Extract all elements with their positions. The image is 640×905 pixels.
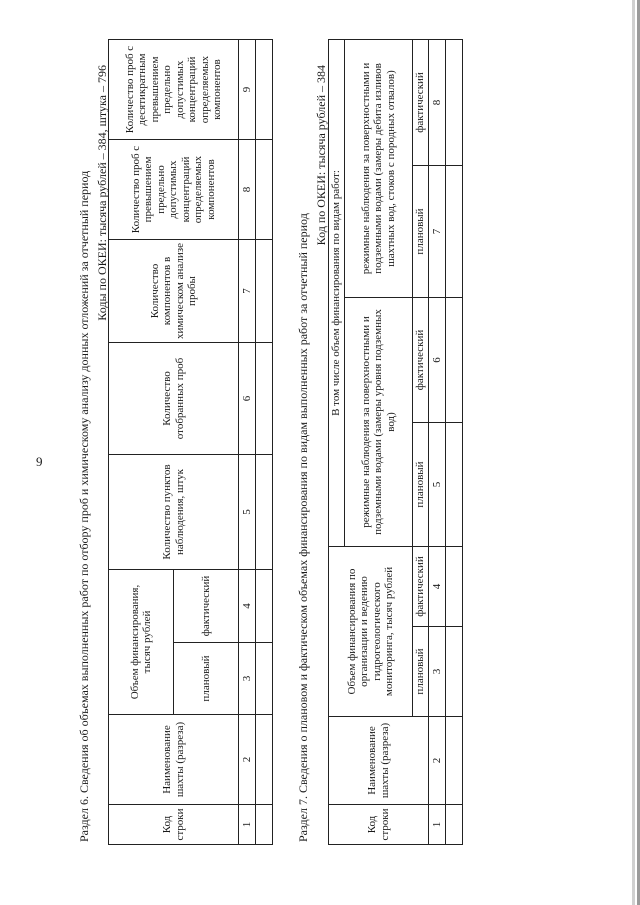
s7-col-number: 2	[429, 717, 446, 805]
s6-header-excess: Количество проб с превышением предельно допустимых концентраций определяемых компонентов	[109, 140, 239, 240]
s6-header-code: Код строки	[109, 805, 239, 845]
section6-title: Раздел 6. Сведения об объемах выполненных работ по отбору проб и химическому анализу донных отложений за отчетный период	[77, 170, 91, 842]
s6-header-planned: плановый	[174, 643, 239, 715]
s6-col-number: 3	[239, 643, 256, 715]
s6-col-number: 1	[239, 805, 256, 845]
s7-col-number: 6	[429, 298, 446, 423]
page-number: 9	[36, 454, 43, 469]
s6-header-excess10: Количество проб с десятикратным превышением предельно допустимых концентраций определяемых компонентов	[109, 40, 239, 140]
s6-header-actual: фактический	[174, 570, 239, 643]
s7-header-planned: плановый	[413, 166, 429, 298]
s6-col-number: 6	[239, 343, 256, 455]
s7-header-regime-flow: режимные наблюдения за поверхностными и подземными водами (замеры дебита изливов шахтных вод, стоков с породных отвалов)	[345, 39, 413, 297]
s7-header-regime-levels: режимные наблюдения за поверхностными и подземными водами (замеры уровня подземных вод)	[345, 298, 413, 547]
s7-header-finance: Объем финансирования по организации и ведению гидрогеологического мониторинга, тысяч рублей	[329, 547, 413, 717]
s7-col-number: 3	[429, 627, 446, 717]
s7-header-actual: фактический	[413, 39, 429, 165]
s7-header-by-type: В том числе объем финансирования по видам работ:	[329, 39, 345, 546]
s7-empty-row	[446, 39, 463, 844]
s6-empty-row	[256, 40, 273, 845]
s6-col-number: 5	[239, 455, 256, 570]
s6-col-number: 7	[239, 240, 256, 343]
s7-header-code: Код строки	[329, 805, 429, 845]
s6-col-number: 2	[239, 715, 256, 805]
s6-col-number: 4	[239, 570, 256, 643]
s6-header-points: Количество пунктов наблюдения, штук	[109, 455, 239, 570]
s7-header-planned: плановый	[413, 627, 429, 717]
s6-header-components: Количество компонентов в химическом анализе пробы	[109, 240, 239, 343]
section7-title: Раздел 7. Сведения о плановом и фактическом объемах финансирования по видам выполненных работ за отчетный период	[296, 213, 310, 842]
s7-header-actual: фактический	[413, 298, 429, 423]
section6-codes: Коды по ОКЕИ: тысяча рублей – 384, штука – 796	[95, 65, 109, 321]
s6-col-number: 9	[239, 40, 256, 140]
s7-header-actual: фактический	[413, 547, 429, 627]
s7-col-number: 1	[429, 805, 446, 845]
s6-col-number: 8	[239, 140, 256, 240]
s6-header-finance: Объем финансирования, тысяч рублей	[109, 570, 174, 715]
s6-header-name: Наименование шахты (разреза)	[109, 715, 239, 805]
s7-col-number: 5	[429, 423, 446, 547]
s7-header-planned: плановый	[413, 423, 429, 547]
s7-col-number: 8	[429, 39, 446, 165]
section6-table	[108, 39, 273, 845]
scan-edge-line	[632, 0, 635, 905]
s7-header-name: Наименование шахты (разреза)	[329, 717, 429, 805]
section7-table	[328, 39, 463, 845]
s7-col-number: 7	[429, 166, 446, 298]
section7-codes: Код по ОКЕИ: тысяча рублей – 384	[314, 65, 328, 246]
s6-header-samples: Количество отобранных проб	[109, 343, 239, 455]
s7-col-number: 4	[429, 547, 446, 627]
